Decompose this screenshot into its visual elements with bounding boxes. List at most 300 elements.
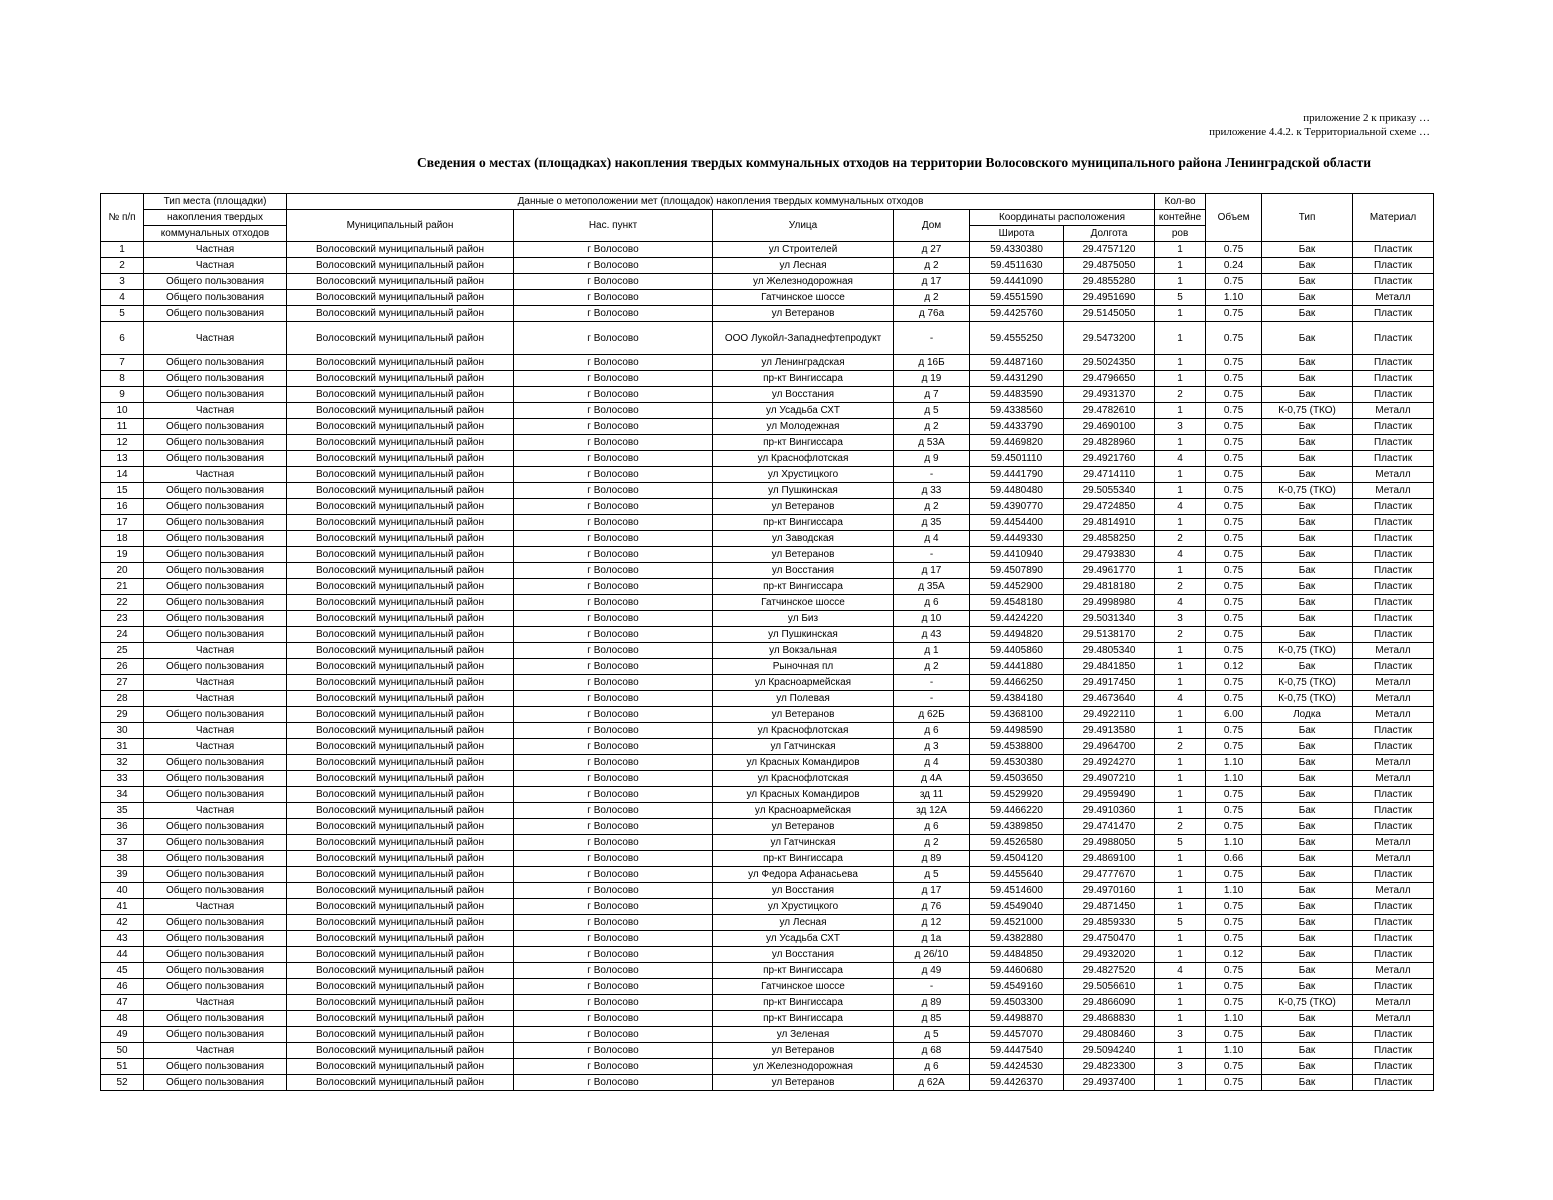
cell-street: ул Федора Афанасьева [713, 867, 894, 883]
cell-house: д 5 [894, 867, 970, 883]
cell-settlement: г Волосово [514, 531, 713, 547]
cell-latitude: 59.4548180 [970, 595, 1064, 611]
cell-latitude: 59.4389850 [970, 819, 1064, 835]
cell-container-count: 1 [1155, 274, 1206, 290]
cell-num: 31 [101, 739, 144, 755]
cell-volume: 0.66 [1206, 851, 1262, 867]
cell-material: Пластик [1353, 563, 1434, 579]
cell-latitude: 59.4424530 [970, 1059, 1064, 1075]
cell-container-type: Бак [1262, 290, 1353, 306]
cell-district: Волосовский муниципальный район [287, 290, 514, 306]
cell-site-type: Частная [144, 803, 287, 819]
cell-latitude: 59.4549040 [970, 899, 1064, 915]
cell-material: Металл [1353, 467, 1434, 483]
cell-num: 10 [101, 403, 144, 419]
cell-material: Пластик [1353, 451, 1434, 467]
cell-container-type: Бак [1262, 515, 1353, 531]
cell-container-type: Бак [1262, 451, 1353, 467]
cell-num: 39 [101, 867, 144, 883]
cell-settlement: г Волосово [514, 258, 713, 274]
cell-site-type: Общего пользования [144, 274, 287, 290]
cell-district: Волосовский муниципальный район [287, 851, 514, 867]
table-row [101, 611, 1434, 627]
cell-house: д 16Б [894, 355, 970, 371]
cell-district: Волосовский муниципальный район [287, 723, 514, 739]
header-material: Материал [1353, 194, 1434, 242]
cell-latitude: 59.4530380 [970, 755, 1064, 771]
cell-district: Волосовский муниципальный район [287, 675, 514, 691]
header-street: Улица [713, 210, 894, 242]
cell-latitude: 59.4483590 [970, 387, 1064, 403]
cell-street: ул Усадьба СХТ [713, 403, 894, 419]
cell-site-type: Общего пользования [144, 499, 287, 515]
cell-material: Металл [1353, 851, 1434, 867]
cell-container-type: Бак [1262, 1027, 1353, 1043]
header-longitude: Долгота [1064, 226, 1155, 242]
cell-container-type: Бак [1262, 531, 1353, 547]
cell-volume: 0.75 [1206, 995, 1262, 1011]
cell-district: Волосовский муниципальный район [287, 755, 514, 771]
cell-num: 21 [101, 579, 144, 595]
cell-num: 20 [101, 563, 144, 579]
cell-district: Волосовский муниципальный район [287, 467, 514, 483]
cell-material: Пластик [1353, 803, 1434, 819]
cell-site-type: Общего пользования [144, 611, 287, 627]
cell-num: 52 [101, 1075, 144, 1091]
cell-district: Волосовский муниципальный район [287, 515, 514, 531]
cell-latitude: 59.4433790 [970, 419, 1064, 435]
cell-volume: 0.75 [1206, 499, 1262, 515]
cell-district: Волосовский муниципальный район [287, 499, 514, 515]
cell-site-type: Общего пользования [144, 915, 287, 931]
cell-longitude: 29.4823300 [1064, 1059, 1155, 1075]
cell-settlement: г Волосово [514, 547, 713, 563]
cell-settlement: г Волосово [514, 371, 713, 387]
cell-material: Пластик [1353, 387, 1434, 403]
cell-settlement: г Волосово [514, 515, 713, 531]
cell-num: 38 [101, 851, 144, 867]
cell-house: д 17 [894, 563, 970, 579]
table-row [101, 387, 1434, 403]
cell-num: 18 [101, 531, 144, 547]
cell-house: - [894, 467, 970, 483]
cell-street: ул Красных Командиров [713, 787, 894, 803]
cell-material: Пластик [1353, 1027, 1434, 1043]
cell-volume: 0.75 [1206, 627, 1262, 643]
cell-container-type: Бак [1262, 1059, 1353, 1075]
cell-street: Гатчинское шоссе [713, 979, 894, 995]
cell-latitude: 59.4441880 [970, 659, 1064, 675]
cell-volume: 0.75 [1206, 242, 1262, 258]
table-row [101, 803, 1434, 819]
cell-longitude: 29.5024350 [1064, 355, 1155, 371]
cell-container-type: К-0,75 (ТКО) [1262, 691, 1353, 707]
cell-house: д 68 [894, 1043, 970, 1059]
cell-num: 40 [101, 883, 144, 899]
cell-latitude: 59.4449330 [970, 531, 1064, 547]
cell-latitude: 59.4466220 [970, 803, 1064, 819]
cell-street: ул Восстания [713, 563, 894, 579]
cell-house: д 2 [894, 290, 970, 306]
cell-container-type: Бак [1262, 371, 1353, 387]
cell-district: Волосовский муниципальный район [287, 803, 514, 819]
cell-container-type: Бак [1262, 242, 1353, 258]
cell-street: ул Хрустицкого [713, 467, 894, 483]
cell-container-type: Бак [1262, 611, 1353, 627]
cell-district: Волосовский муниципальный район [287, 1075, 514, 1091]
cell-street: Рыночная пл [713, 659, 894, 675]
cell-latitude: 59.4484850 [970, 947, 1064, 963]
cell-street: ул Ветеранов [713, 1043, 894, 1059]
cell-num: 36 [101, 819, 144, 835]
cell-site-type: Общего пользования [144, 595, 287, 611]
document-title: Сведения о местах (площадках) накопления твердых коммунальных отходов на территории Волосовского муниципального района Ленинградской области [417, 155, 1371, 170]
table-row [101, 675, 1434, 691]
cell-street: Гатчинское шоссе [713, 595, 894, 611]
cell-container-count: 4 [1155, 963, 1206, 979]
cell-district: Волосовский муниципальный район [287, 1027, 514, 1043]
cell-settlement: г Волосово [514, 835, 713, 851]
cell-material: Пластик [1353, 531, 1434, 547]
cell-settlement: г Волосово [514, 1075, 713, 1091]
cell-longitude: 29.4875050 [1064, 258, 1155, 274]
cell-num: 30 [101, 723, 144, 739]
cell-street: пр-кт Вингиссара [713, 1011, 894, 1027]
cell-settlement: г Волосово [514, 915, 713, 931]
cell-street: ул Хрустицкого [713, 899, 894, 915]
header-coordinates: Координаты расположения [970, 210, 1155, 226]
table-row [101, 499, 1434, 515]
cell-district: Волосовский муниципальный район [287, 531, 514, 547]
cell-num: 17 [101, 515, 144, 531]
table-row [101, 867, 1434, 883]
cell-container-type: Бак [1262, 947, 1353, 963]
cell-volume: 0.75 [1206, 691, 1262, 707]
cell-settlement: г Волосово [514, 403, 713, 419]
cell-longitude: 29.4988050 [1064, 835, 1155, 851]
cell-settlement: г Волосово [514, 931, 713, 947]
cell-house: д 4 [894, 755, 970, 771]
cell-house: д 5 [894, 403, 970, 419]
cell-volume: 0.75 [1206, 1059, 1262, 1075]
cell-num: 1 [101, 242, 144, 258]
cell-street: ул Красноармейская [713, 675, 894, 691]
cell-num: 26 [101, 659, 144, 675]
cell-material: Металл [1353, 290, 1434, 306]
cell-house: д 89 [894, 851, 970, 867]
cell-house: д 2 [894, 258, 970, 274]
cell-street: ул Краснофлотская [713, 723, 894, 739]
cell-volume: 0.75 [1206, 963, 1262, 979]
cell-container-count: 1 [1155, 515, 1206, 531]
cell-material: Пластик [1353, 915, 1434, 931]
cell-house: зд 12А [894, 803, 970, 819]
cell-longitude: 29.4690100 [1064, 419, 1155, 435]
cell-settlement: г Волосово [514, 803, 713, 819]
cell-house: д 35А [894, 579, 970, 595]
cell-longitude: 29.4841850 [1064, 659, 1155, 675]
cell-latitude: 59.4466250 [970, 675, 1064, 691]
cell-settlement: г Волосово [514, 627, 713, 643]
cell-container-count: 2 [1155, 531, 1206, 547]
cell-container-type: Бак [1262, 322, 1353, 355]
cell-material: Пластик [1353, 659, 1434, 675]
cell-container-type: Бак [1262, 755, 1353, 771]
cell-site-type: Общего пользования [144, 306, 287, 322]
cell-container-type: Бак [1262, 387, 1353, 403]
cell-district: Волосовский муниципальный район [287, 659, 514, 675]
cell-house: д 89 [894, 995, 970, 1011]
cell-num: 28 [101, 691, 144, 707]
cell-volume: 1.10 [1206, 755, 1262, 771]
cell-street: ул Вокзальная [713, 643, 894, 659]
cell-district: Волосовский муниципальный район [287, 419, 514, 435]
cell-volume: 0.75 [1206, 435, 1262, 451]
cell-material: Пластик [1353, 242, 1434, 258]
cell-volume: 1.10 [1206, 771, 1262, 787]
cell-house: д 19 [894, 371, 970, 387]
cell-latitude: 59.4538800 [970, 739, 1064, 755]
cell-latitude: 59.4390770 [970, 499, 1064, 515]
cell-latitude: 59.4368100 [970, 707, 1064, 723]
cell-house: д 76а [894, 306, 970, 322]
cell-material: Пластик [1353, 947, 1434, 963]
cell-settlement: г Волосово [514, 675, 713, 691]
cell-street: ул Гатчинская [713, 739, 894, 755]
cell-material: Металл [1353, 483, 1434, 499]
cell-volume: 0.75 [1206, 387, 1262, 403]
cell-latitude: 59.4487160 [970, 355, 1064, 371]
table-row [101, 691, 1434, 707]
cell-latitude: 59.4498870 [970, 1011, 1064, 1027]
table-row [101, 787, 1434, 803]
table-row [101, 627, 1434, 643]
cell-site-type: Частная [144, 258, 287, 274]
cell-num: 22 [101, 595, 144, 611]
cell-site-type: Общего пользования [144, 835, 287, 851]
cell-longitude: 29.4998980 [1064, 595, 1155, 611]
cell-house: д 2 [894, 835, 970, 851]
cell-district: Волосовский муниципальный район [287, 707, 514, 723]
cell-longitude: 29.5055340 [1064, 483, 1155, 499]
table-row [101, 947, 1434, 963]
cell-site-type: Общего пользования [144, 563, 287, 579]
cell-longitude: 29.4871450 [1064, 899, 1155, 915]
cell-volume: 1.10 [1206, 1043, 1262, 1059]
cell-container-count: 3 [1155, 611, 1206, 627]
cell-latitude: 59.4454400 [970, 515, 1064, 531]
cell-longitude: 29.4924270 [1064, 755, 1155, 771]
cell-material: Пластик [1353, 355, 1434, 371]
cell-container-count: 1 [1155, 707, 1206, 723]
cell-settlement: г Волосово [514, 274, 713, 290]
cell-street: пр-кт Вингиссара [713, 851, 894, 867]
cell-material: Пластик [1353, 547, 1434, 563]
cell-site-type: Общего пользования [144, 755, 287, 771]
cell-container-type: Бак [1262, 1043, 1353, 1059]
cell-num: 24 [101, 627, 144, 643]
cell-house: д 62Б [894, 707, 970, 723]
cell-volume: 0.75 [1206, 467, 1262, 483]
cell-site-type: Общего пользования [144, 627, 287, 643]
cell-district: Волосовский муниципальный район [287, 963, 514, 979]
cell-site-type: Частная [144, 899, 287, 915]
cell-container-count: 1 [1155, 755, 1206, 771]
cell-settlement: г Волосово [514, 579, 713, 595]
waste-sites-table [100, 193, 1434, 1091]
cell-volume: 0.75 [1206, 579, 1262, 595]
cell-site-type: Общего пользования [144, 371, 287, 387]
cell-street: ул Железнодорожная [713, 1059, 894, 1075]
cell-street: пр-кт Вингиссара [713, 435, 894, 451]
cell-container-type: Бак [1262, 1011, 1353, 1027]
cell-longitude: 29.4724850 [1064, 499, 1155, 515]
cell-settlement: г Волосово [514, 483, 713, 499]
cell-longitude: 29.4741470 [1064, 819, 1155, 835]
cell-volume: 0.75 [1206, 355, 1262, 371]
cell-settlement: г Волосово [514, 899, 713, 915]
cell-longitude: 29.4913580 [1064, 723, 1155, 739]
header-container-type: Тип [1262, 194, 1353, 242]
cell-volume: 0.75 [1206, 819, 1262, 835]
cell-volume: 0.75 [1206, 1027, 1262, 1043]
cell-container-type: Бак [1262, 851, 1353, 867]
cell-num: 32 [101, 755, 144, 771]
cell-num: 50 [101, 1043, 144, 1059]
cell-district: Волосовский муниципальный район [287, 306, 514, 322]
cell-latitude: 59.4455640 [970, 867, 1064, 883]
cell-volume: 0.75 [1206, 611, 1262, 627]
cell-settlement: г Волосово [514, 739, 713, 755]
cell-latitude: 59.4521000 [970, 915, 1064, 931]
cell-container-type: Бак [1262, 819, 1353, 835]
cell-district: Волосовский муниципальный район [287, 883, 514, 899]
cell-settlement: г Волосово [514, 595, 713, 611]
cell-house: - [894, 675, 970, 691]
cell-container-count: 4 [1155, 595, 1206, 611]
cell-container-type: Бак [1262, 274, 1353, 290]
cell-container-type: Бак [1262, 771, 1353, 787]
header-latitude: Широта [970, 226, 1064, 242]
cell-site-type: Частная [144, 467, 287, 483]
cell-container-type: Бак [1262, 915, 1353, 931]
cell-latitude: 59.4382880 [970, 931, 1064, 947]
cell-longitude: 29.4673640 [1064, 691, 1155, 707]
cell-site-type: Общего пользования [144, 419, 287, 435]
cell-settlement: г Волосово [514, 563, 713, 579]
cell-street: ул Железнодорожная [713, 274, 894, 290]
cell-material: Металл [1353, 883, 1434, 899]
cell-material: Пластик [1353, 723, 1434, 739]
cell-num: 45 [101, 963, 144, 979]
cell-longitude: 29.4961770 [1064, 563, 1155, 579]
cell-container-type: Бак [1262, 835, 1353, 851]
cell-latitude: 59.4405860 [970, 643, 1064, 659]
cell-container-type: Бак [1262, 723, 1353, 739]
cell-num: 35 [101, 803, 144, 819]
cell-container-type: Бак [1262, 579, 1353, 595]
cell-settlement: г Волосово [514, 451, 713, 467]
cell-material: Пластик [1353, 306, 1434, 322]
cell-site-type: Общего пользования [144, 883, 287, 899]
cell-material: Пластик [1353, 595, 1434, 611]
cell-house: д 62А [894, 1075, 970, 1091]
cell-street: ул Краснофлотская [713, 771, 894, 787]
cell-material: Пластик [1353, 419, 1434, 435]
cell-site-type: Общего пользования [144, 963, 287, 979]
cell-container-count: 1 [1155, 435, 1206, 451]
cell-site-type: Общего пользования [144, 1027, 287, 1043]
cell-district: Волосовский муниципальный район [287, 563, 514, 579]
cell-latitude: 59.4384180 [970, 691, 1064, 707]
cell-street: ООО Лукойл-Западнефтепродукт [713, 322, 894, 355]
header-district: Муниципальный район [287, 210, 514, 242]
cell-street: ул Ветеранов [713, 707, 894, 723]
cell-container-count: 3 [1155, 1059, 1206, 1075]
table-row [101, 1043, 1434, 1059]
cell-container-type: Бак [1262, 355, 1353, 371]
cell-volume: 0.75 [1206, 547, 1262, 563]
cell-volume: 0.75 [1206, 403, 1262, 419]
cell-longitude: 29.4750470 [1064, 931, 1155, 947]
cell-settlement: г Волосово [514, 1027, 713, 1043]
cell-container-count: 1 [1155, 899, 1206, 915]
cell-latitude: 59.4410940 [970, 547, 1064, 563]
cell-container-type: Бак [1262, 627, 1353, 643]
cell-volume: 0.75 [1206, 419, 1262, 435]
cell-site-type: Частная [144, 723, 287, 739]
cell-container-count: 5 [1155, 915, 1206, 931]
cell-settlement: г Волосово [514, 723, 713, 739]
cell-container-count: 1 [1155, 723, 1206, 739]
cell-settlement: г Волосово [514, 755, 713, 771]
cell-district: Волосовский муниципальный район [287, 258, 514, 274]
cell-district: Волосовский муниципальный район [287, 1059, 514, 1075]
cell-container-count: 1 [1155, 787, 1206, 803]
cell-house: д 12 [894, 915, 970, 931]
cell-longitude: 29.4921760 [1064, 451, 1155, 467]
cell-settlement: г Волосово [514, 979, 713, 995]
cell-district: Волосовский муниципальный район [287, 435, 514, 451]
cell-container-count: 1 [1155, 1043, 1206, 1059]
cell-latitude: 59.4425760 [970, 306, 1064, 322]
cell-container-type: Бак [1262, 1075, 1353, 1091]
cell-site-type: Общего пользования [144, 355, 287, 371]
cell-container-type: Бак [1262, 595, 1353, 611]
table-row [101, 435, 1434, 451]
cell-district: Волосовский муниципальный район [287, 867, 514, 883]
cell-container-count: 2 [1155, 627, 1206, 643]
cell-district: Волосовский муниципальный район [287, 451, 514, 467]
cell-container-count: 1 [1155, 403, 1206, 419]
cell-container-type: Бак [1262, 419, 1353, 435]
cell-latitude: 59.4555250 [970, 322, 1064, 355]
header-num: № п/п [101, 194, 144, 242]
cell-material: Металл [1353, 403, 1434, 419]
cell-volume: 0.75 [1206, 1075, 1262, 1091]
cell-house: д 6 [894, 595, 970, 611]
cell-container-count: 3 [1155, 419, 1206, 435]
cell-district: Волосовский муниципальный район [287, 979, 514, 995]
cell-settlement: г Волосово [514, 867, 713, 883]
cell-house: - [894, 979, 970, 995]
cell-street: Гатчинское шоссе [713, 290, 894, 306]
cell-longitude: 29.4931370 [1064, 387, 1155, 403]
table-row [101, 1011, 1434, 1027]
table-row [101, 595, 1434, 611]
cell-container-type: К-0,75 (ТКО) [1262, 483, 1353, 499]
cell-container-type: Бак [1262, 435, 1353, 451]
